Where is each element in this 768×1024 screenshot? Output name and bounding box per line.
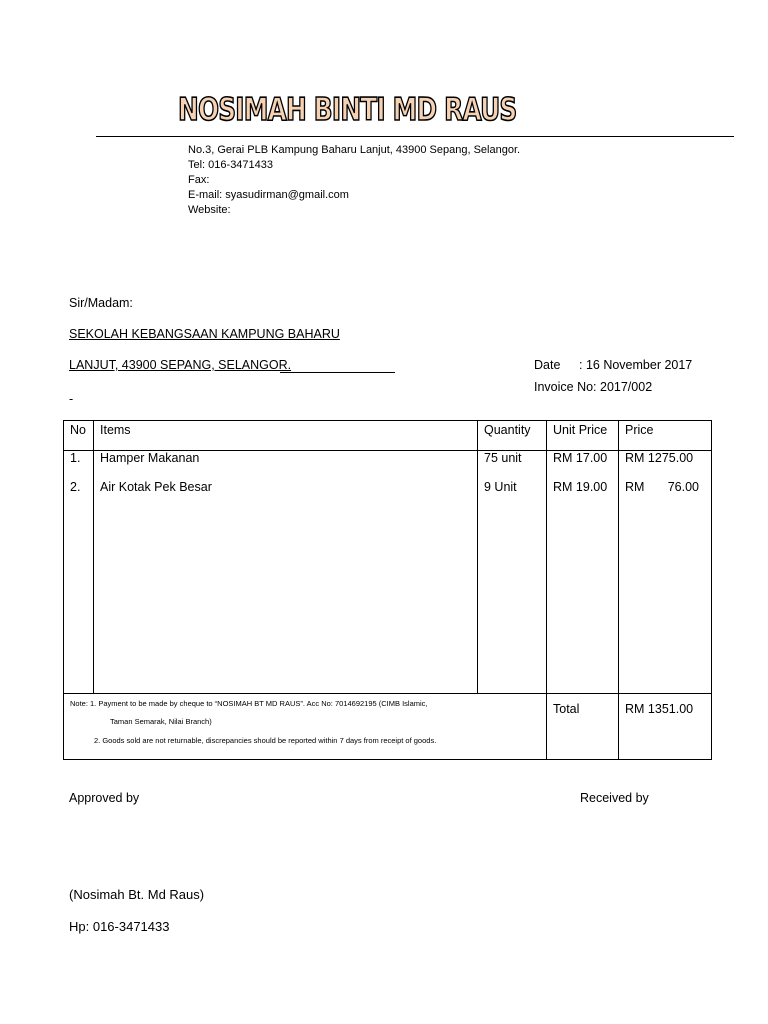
row-quantity: 9 Unit bbox=[478, 480, 547, 694]
company-name: NOSIMAH BINTI MD RAUS bbox=[178, 92, 517, 128]
note-line-2: Taman Semarak, Nilai Branch) bbox=[110, 717, 212, 726]
recipient-line-1: SEKOLAH KEBANGSAAN KAMPUNG BAHARU bbox=[69, 327, 340, 341]
company-tel: Tel: 016-3471433 bbox=[188, 159, 274, 171]
row-unit-price: RM 17.00 bbox=[547, 451, 619, 481]
row-unit-price: RM 19.00 bbox=[547, 480, 619, 694]
invoice-table bbox=[63, 420, 712, 760]
company-website: Website: bbox=[188, 204, 231, 216]
header-unit-price: Unit Price bbox=[547, 421, 619, 451]
row-no: 1. bbox=[64, 451, 94, 481]
header-items: Items bbox=[94, 421, 478, 451]
total-label: Total bbox=[547, 694, 619, 760]
table-header-row bbox=[64, 421, 712, 451]
received-by: Received by bbox=[580, 791, 649, 805]
table-row bbox=[64, 451, 712, 481]
header-price: Price bbox=[619, 421, 712, 451]
note-line-1: Note: 1. Payment to be made by cheque to “NOSIMAH BT MD RAUS”. Acc No: 7014692195 (CIMB Islamic, bbox=[70, 699, 428, 708]
row-item: Hamper Makanan bbox=[94, 451, 478, 481]
row-no: 2. bbox=[64, 480, 94, 694]
note-line-3: 2. Goods sold are not returnable, discrepancies should be reported within 7 days from receipt of goods. bbox=[94, 736, 437, 745]
table-row bbox=[64, 480, 712, 694]
company-email: E-mail: syasudirman@gmail.com bbox=[188, 189, 349, 201]
salutation: Sir/Madam: bbox=[69, 296, 133, 310]
recipient-underline bbox=[280, 372, 395, 373]
signatory-name: (Nosimah Bt. Md Raus) bbox=[69, 887, 205, 902]
header-rule bbox=[96, 136, 734, 137]
approved-by: Approved by bbox=[69, 791, 140, 805]
note-row bbox=[64, 694, 712, 760]
date-label: Date bbox=[534, 358, 561, 372]
header-quantity: Quantity bbox=[478, 421, 547, 451]
invoice-number: Invoice No: 2017/002 bbox=[534, 380, 653, 394]
header-no: No bbox=[64, 421, 94, 451]
payment-note bbox=[64, 694, 547, 760]
row-price-currency: RM bbox=[625, 480, 645, 494]
recipient-dash: - bbox=[69, 392, 74, 406]
signatory-phone: Hp: 016-3471433 bbox=[69, 919, 170, 934]
company-fax: Fax: bbox=[188, 174, 210, 186]
company-address: No.3, Gerai PLB Kampung Baharu Lanjut, 43900 Sepang, Selangor. bbox=[188, 144, 521, 156]
total-value: RM 1351.00 bbox=[619, 694, 712, 760]
row-price bbox=[619, 480, 712, 694]
row-price-amount: 76.00 bbox=[667, 480, 699, 494]
row-quantity: 75 unit bbox=[478, 451, 547, 481]
row-price: RM 1275.00 bbox=[619, 451, 712, 481]
recipient-line-2: LANJUT, 43900 SEPANG, SELANGOR. bbox=[69, 358, 292, 372]
row-item: Air Kotak Pek Besar bbox=[94, 480, 478, 694]
date-value: : 16 November 2017 bbox=[579, 358, 693, 372]
